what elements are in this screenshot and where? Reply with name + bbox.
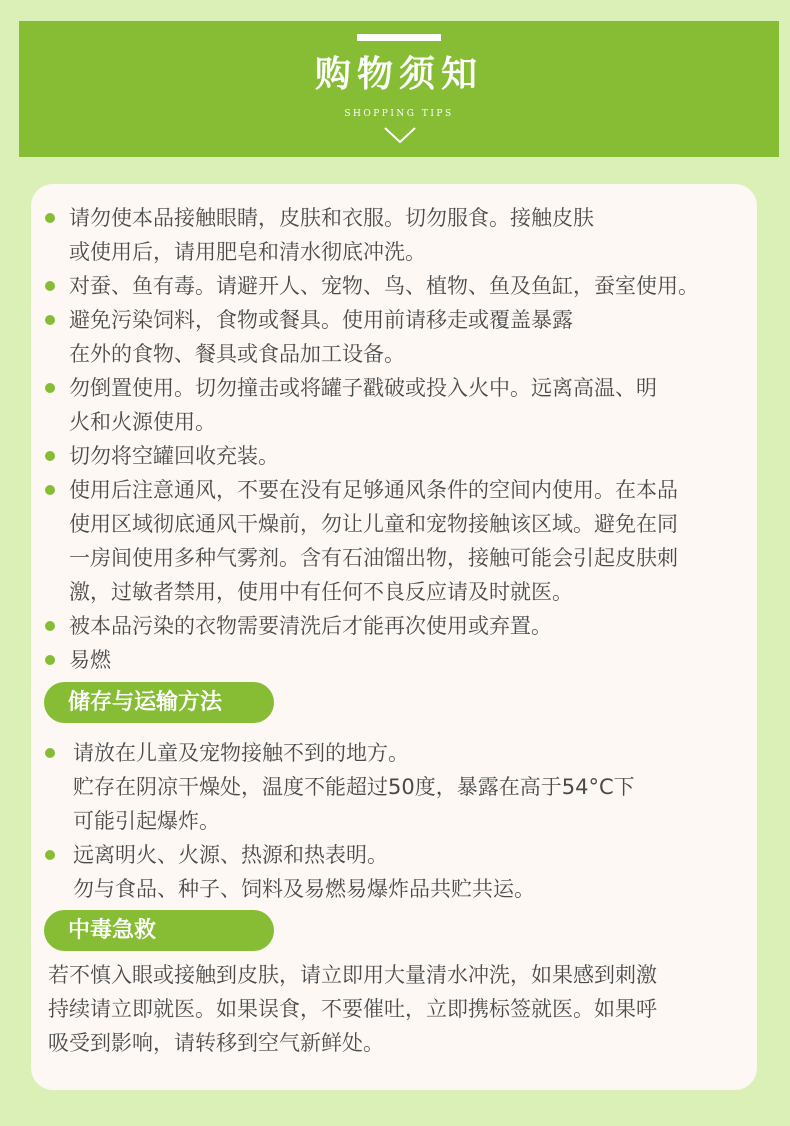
- storage-item-line: 贮存在阴凉干燥处，温度不能超过50度，暴露在高于54°C下: [73, 775, 635, 799]
- tips-card: [31, 184, 757, 1090]
- bullet-icon: [45, 213, 55, 223]
- tip-item-line: 使用后注意通风，不要在没有足够通风条件的空间内使用。在本品: [69, 478, 678, 502]
- tip-item: [31, 643, 757, 677]
- tip-item-line: 避免污染饲料，食物或餐具。使用前请移走或覆盖暴露: [69, 308, 573, 332]
- storage-item-line: 请放在儿童及宠物接触不到的地方。: [73, 741, 409, 765]
- storage-item-line: 可能引起爆炸。: [73, 809, 220, 833]
- tip-item-line: 火和火源使用。: [69, 410, 216, 434]
- tip-item-line: 易燃: [69, 648, 111, 672]
- tip-item: [31, 201, 757, 269]
- page-subtitle: SHOPPING TIPS: [344, 109, 454, 119]
- tip-item-line: 激，过敏者禁用，使用中有任何不良反应请及时就医。: [69, 580, 573, 604]
- bullet-icon: [45, 485, 55, 495]
- storage-item-line: 勿与食品、种子、饲料及易燃易爆炸品共贮共运。: [73, 877, 535, 901]
- emergency-line: 若不慎入眼或接触到皮肤，请立即用大量清水冲洗，如果感到刺激: [48, 963, 657, 987]
- tip-item-line: 一房间使用多种气雾剂。含有石油馏出物，接触可能会引起皮肤刺: [69, 546, 678, 570]
- title-accent-bar: [357, 34, 441, 41]
- storage-item-line: 远离明火、火源、热源和热表明。: [73, 843, 388, 867]
- bullet-icon: [45, 850, 55, 860]
- tip-item: [31, 303, 757, 371]
- tip-item: [31, 371, 757, 439]
- chevron-down-icon: [383, 125, 417, 145]
- bullet-icon: [45, 281, 55, 291]
- emergency-text: [48, 958, 748, 1060]
- bullet-icon: [45, 621, 55, 631]
- bullet-icon: [45, 383, 55, 393]
- storage-item: [31, 736, 757, 838]
- bullet-icon: [45, 451, 55, 461]
- emergency-line: 吸受到影响，请转移到空气新鲜处。: [48, 1031, 384, 1055]
- tip-item: [31, 473, 757, 609]
- bullet-icon: [45, 748, 55, 758]
- header-banner: [19, 21, 779, 157]
- tip-item-line: 被本品污染的衣物需要清洗后才能再次使用或弃置。: [69, 614, 552, 638]
- tips-list: [31, 201, 757, 677]
- tip-item: [31, 439, 757, 473]
- tip-item-line: 在外的食物、餐具或食品加工设备。: [69, 342, 405, 366]
- emergency-line: 持续请立即就医。如果误食，不要催吐，立即携标签就医。如果呼: [48, 997, 657, 1021]
- tip-item-line: 对蚕、鱼有毒。请避开人、宠物、鸟、植物、鱼及鱼缸，蚕室使用。: [69, 274, 699, 298]
- page-title: 购物须知: [314, 54, 483, 95]
- storage-item: [31, 838, 757, 906]
- storage-heading: 储存与运输方法: [44, 682, 274, 723]
- tip-item-line: 勿倒置使用。切勿撞击或将罐子戳破或投入火中。远离高温、明: [69, 376, 657, 400]
- bullet-icon: [45, 315, 55, 325]
- storage-list: [31, 736, 757, 906]
- tip-item: [31, 269, 757, 303]
- emergency-heading: 中毒急救: [44, 910, 274, 951]
- tip-item: [31, 609, 757, 643]
- bullet-icon: [45, 655, 55, 665]
- tip-item-line: 或使用后，请用肥皂和清水彻底冲洗。: [69, 240, 426, 264]
- tip-item-line: 请勿使本品接触眼睛，皮肤和衣服。切勿服食。接触皮肤: [69, 206, 594, 230]
- tip-item-line: 使用区域彻底通风干燥前，勿让儿童和宠物接触该区域。避免在同: [69, 512, 678, 536]
- tip-item-line: 切勿将空罐回收充装。: [69, 444, 279, 468]
